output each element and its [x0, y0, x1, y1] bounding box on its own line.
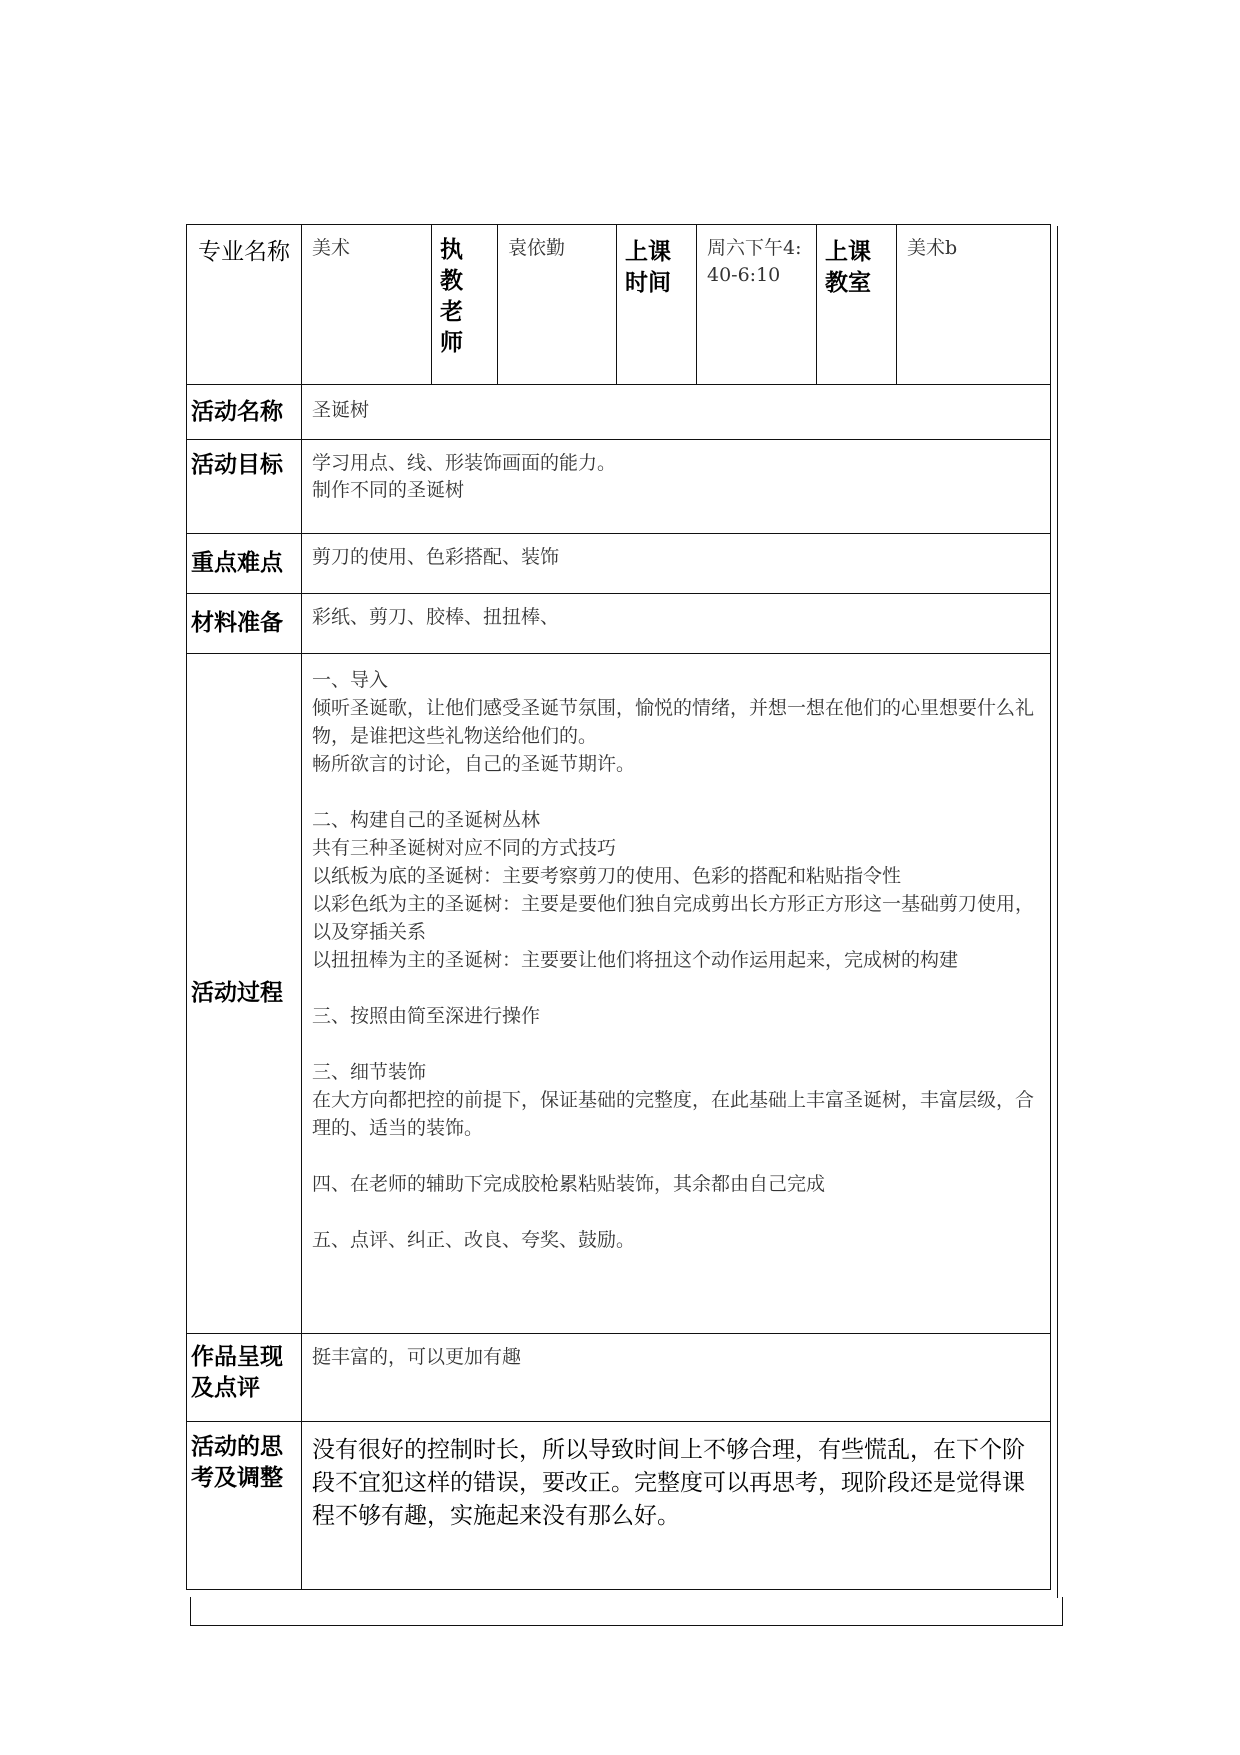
teacher-label-cell	[432, 225, 498, 385]
works-label: 作品呈现及点评	[191, 1344, 283, 1401]
key-points-value: 剪刀的使用、色彩搭配、装饰	[312, 546, 560, 568]
materials-value-cell	[302, 594, 1051, 654]
works-row	[187, 1334, 1051, 1422]
room-value: 美术b	[907, 237, 958, 259]
reflection-label-cell	[187, 1422, 302, 1590]
teacher-value-cell	[498, 225, 617, 385]
activity-goal-value	[302, 440, 1050, 504]
activity-name-label-cell	[187, 385, 302, 440]
activity-goal-line: 制作不同的圣诞树	[312, 479, 465, 501]
reflection-value: 没有很好的控制时长，所以导致时间上不够合理，有些慌乱，在下个阶段不宜犯这样的错误，要改正。完整度可以再思考，现阶段还是觉得课程不够有趣，实施起来没有那么好。	[312, 1437, 1025, 1529]
process-line: 以扭扭棒为主的圣诞树：主要要让他们将扭这个动作运用起来，完成树的构建	[312, 949, 959, 971]
process-line: 以纸板为底的圣诞树：主要考察剪刀的使用、色彩的搭配和粘贴指令性	[312, 865, 902, 887]
process-line: 一、导入	[312, 669, 389, 691]
materials-row	[187, 594, 1051, 654]
activity-goal-value-cell	[302, 440, 1051, 534]
key-points-label-cell	[187, 534, 302, 594]
process-line: 三、细节装饰	[312, 1061, 427, 1083]
materials-value: 彩纸、剪刀、胶棒、扭扭棒、	[312, 606, 560, 628]
reflection-label: 活动的思考及调整	[191, 1434, 283, 1491]
process-line: 共有三种圣诞树对应不同的方式技巧	[312, 837, 617, 859]
table-bottom-line	[190, 1625, 1063, 1626]
header-row	[187, 225, 1051, 385]
key-points-value-cell	[302, 534, 1051, 594]
materials-label: 材料准备	[191, 610, 283, 636]
lesson-plan-table	[186, 224, 1051, 1590]
teacher-value: 袁依勤	[508, 237, 566, 259]
process-content	[302, 654, 1050, 1254]
process-value-cell	[302, 654, 1051, 1334]
activity-goal-row	[187, 440, 1051, 534]
table-bottom-left-line	[190, 1597, 191, 1626]
activity-name-value-cell	[302, 385, 1051, 440]
process-line: 二、构建自己的圣诞树丛林	[312, 809, 541, 831]
process-line: 畅所欲言的讨论，自己的圣诞节期许。	[312, 753, 636, 775]
activity-goal-line: 学习用点、线、形装饰画面的能力。	[312, 452, 617, 474]
process-row	[187, 654, 1051, 1334]
major-value: 美术	[312, 237, 351, 259]
reflection-value-cell	[302, 1422, 1051, 1590]
reflection-row	[187, 1422, 1051, 1590]
activity-goal-label-cell	[187, 440, 302, 534]
process-line: 四、在老师的辅助下完成胶枪累粘贴装饰，其余都由自己完成	[312, 1173, 826, 1195]
time-label-cell	[617, 225, 697, 385]
key-points-row	[187, 534, 1051, 594]
key-points-label: 重点难点	[191, 550, 283, 576]
process-line: 在大方向都把控的前提下，保证基础的完整度，在此基础上丰富圣诞树，丰富层级，合理的、适当的装饰。	[312, 1089, 1035, 1139]
time-label: 上课时间	[625, 239, 671, 296]
room-value-cell	[897, 225, 1051, 385]
room-label: 上课教室	[825, 239, 871, 296]
room-label-cell	[817, 225, 897, 385]
activity-name-label: 活动名称	[191, 398, 283, 425]
major-value-cell	[302, 225, 432, 385]
activity-goal-label: 活动目标	[191, 452, 283, 478]
process-line: 三、按照由简至深进行操作	[312, 1005, 541, 1027]
time-value-cell	[697, 225, 817, 385]
activity-name-value: 圣诞树	[312, 399, 370, 421]
teacher-label: 执 教 老 师	[440, 237, 463, 356]
process-label-cell	[187, 654, 302, 1334]
works-value-cell	[302, 1334, 1051, 1422]
materials-label-cell	[187, 594, 302, 654]
major-label-cell	[187, 225, 302, 385]
activity-name-row	[187, 385, 1051, 440]
major-label: 专业名称	[198, 239, 290, 265]
table-outer-right-line	[1057, 226, 1058, 1598]
process-line: 以彩色纸为主的圣诞树：主要是要他们独自完成剪出长方形正方形这一基础剪刀使用，以及穿插关系	[312, 893, 1035, 943]
process-label: 活动过程	[191, 980, 283, 1006]
works-value: 挺丰富的，可以更加有趣	[312, 1346, 522, 1368]
table-bottom-right-line	[1062, 1597, 1063, 1626]
works-label-cell	[187, 1334, 302, 1422]
time-value: 周六下午4:40-6:10	[707, 237, 802, 286]
process-line: 倾听圣诞歌，让他们感受圣诞节氛围，愉悦的情绪，并想一想在他们的心里想要什么礼物，是谁把这些礼物送给他们的。	[312, 697, 1035, 747]
lesson-plan-sheet	[186, 224, 1050, 1590]
process-line: 五、点评、纠正、改良、夸奖、鼓励。	[312, 1229, 636, 1251]
